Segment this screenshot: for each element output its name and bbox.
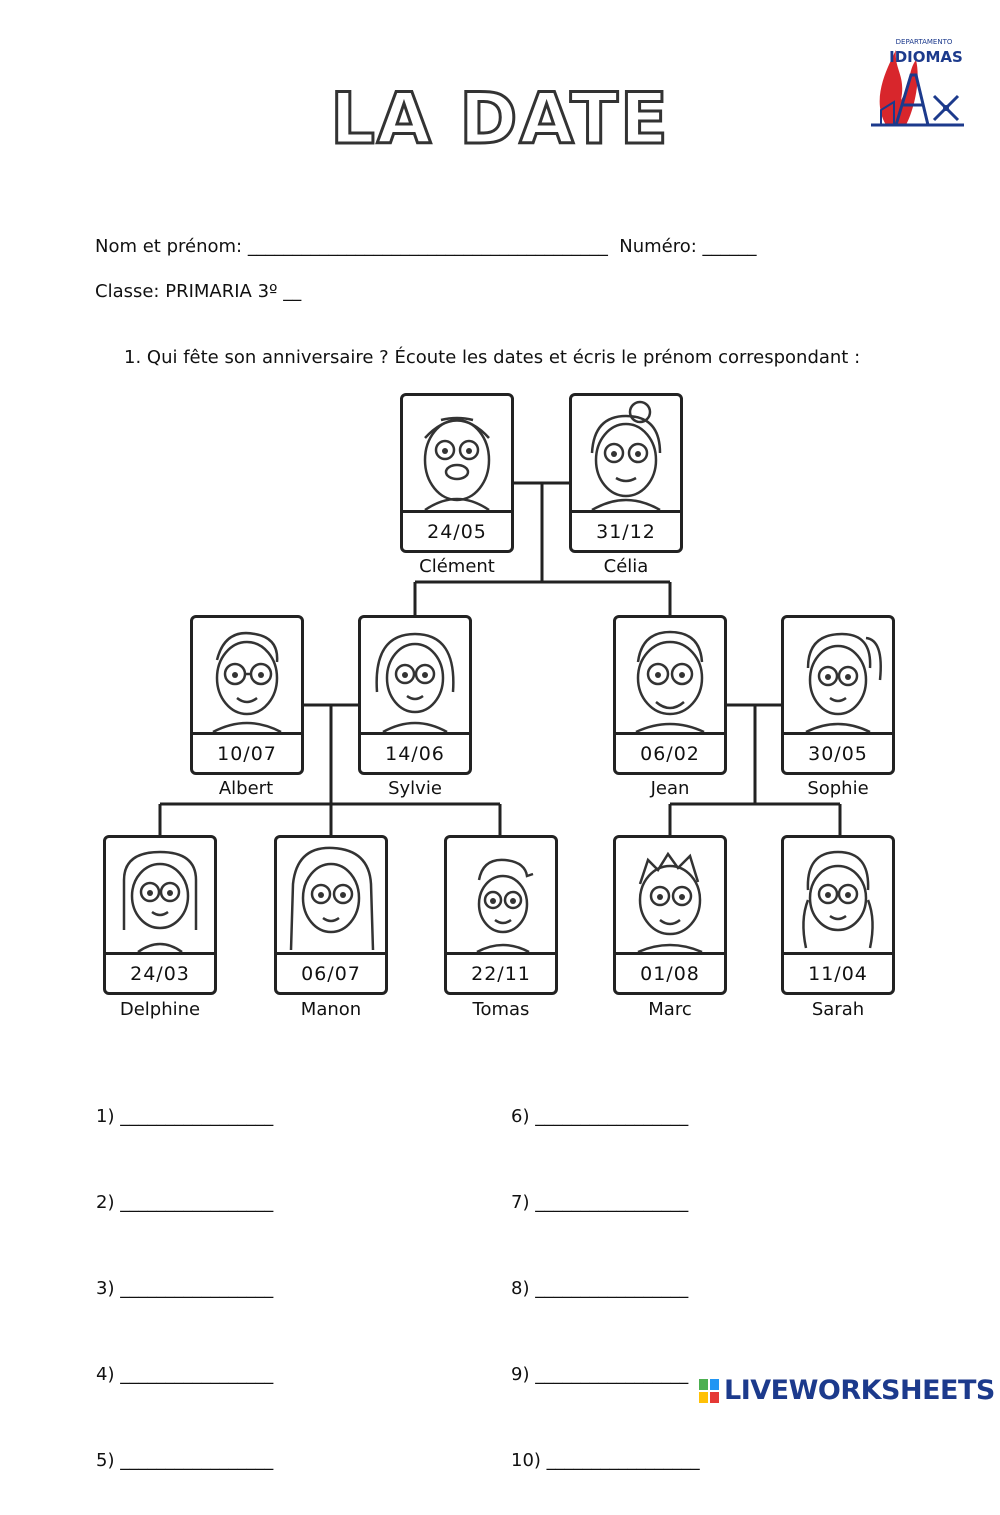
person-name: Sylvie <box>388 778 442 799</box>
answer-line[interactable]: 6) _________________ <box>511 1106 689 1127</box>
answer-line[interactable]: 3) _________________ <box>96 1278 274 1299</box>
logo-text-main: IDIOMAS <box>889 48 963 66</box>
family-card-albert <box>190 615 304 775</box>
worksheet-title: LA DATE <box>330 78 670 160</box>
answer-line[interactable]: 1) _________________ <box>96 1106 274 1127</box>
family-card-manon <box>274 835 388 995</box>
birthday-date: 11/04 <box>784 952 892 992</box>
family-card-sarah <box>781 835 895 995</box>
answer-line[interactable]: 10) _________________ <box>511 1450 700 1471</box>
bearded-man-portrait-icon <box>618 620 722 732</box>
birthday-date: 22/11 <box>447 952 555 992</box>
answers-left-column <box>96 1064 273 1515</box>
birthday-date: 10/07 <box>193 732 301 772</box>
person-name: Sophie <box>807 778 869 799</box>
birthday-date: 24/03 <box>106 952 214 992</box>
grandmother-portrait-icon <box>574 398 678 510</box>
answer-line[interactable]: 9) _________________ <box>511 1364 689 1385</box>
birthday-date: 01/08 <box>616 952 724 992</box>
man-portrait-icon <box>195 620 299 732</box>
person-name: Manon <box>300 999 362 1020</box>
birthday-date: 06/02 <box>616 732 724 772</box>
answers-right-column <box>511 1064 700 1515</box>
family-card-clement <box>400 393 514 553</box>
answer-line[interactable]: 2) _________________ <box>96 1192 274 1213</box>
person-name: Delphine <box>119 999 201 1020</box>
answer-line[interactable]: 4) _________________ <box>96 1364 274 1385</box>
answer-line[interactable]: 8) _________________ <box>511 1278 689 1299</box>
boy-cap-portrait-icon <box>449 840 553 952</box>
answer-line[interactable]: 5) _________________ <box>96 1450 274 1471</box>
family-card-sylvie <box>358 615 472 775</box>
girl-braids-portrait-icon <box>786 840 890 952</box>
birthday-date: 06/07 <box>277 952 385 992</box>
woman-ponytail-portrait-icon <box>786 620 890 732</box>
birthday-date: 14/06 <box>361 732 469 772</box>
boy-portrait-icon <box>618 840 722 952</box>
person-name: Célia <box>603 556 649 577</box>
person-name: Marc <box>648 999 692 1020</box>
family-card-sophie <box>781 615 895 775</box>
girl-long-hair-portrait-icon <box>279 840 383 952</box>
person-name: Clément <box>419 556 495 577</box>
family-card-tomas <box>444 835 558 995</box>
person-name: Tomas <box>472 999 530 1020</box>
family-card-marc <box>613 835 727 995</box>
logo-text-top: DEPARTAMENTO <box>895 38 953 46</box>
birthday-date: 30/05 <box>784 732 892 772</box>
family-card-celia <box>569 393 683 553</box>
family-card-jean <box>613 615 727 775</box>
person-name: Sarah <box>811 999 865 1020</box>
exercise-instruction: 1. Qui fête son anniversaire ? Écoute les dates et écris le prénom correspondant : <box>124 347 861 368</box>
person-name: Jean <box>650 778 690 799</box>
woman-portrait-icon <box>363 620 467 732</box>
class-field[interactable]: Classe: PRIMARIA 3º __ <box>95 281 302 302</box>
birthday-date: 24/05 <box>403 510 511 550</box>
person-name: Albert <box>218 778 274 799</box>
girl-portrait-icon <box>108 840 212 952</box>
family-card-delphine <box>103 835 217 995</box>
grandfather-portrait-icon <box>405 398 509 510</box>
liveworksheets-brand[interactable]: LIVEWORKSHEETS <box>724 1375 995 1406</box>
answer-line[interactable]: 7) _________________ <box>511 1192 689 1213</box>
liveworksheets-logo-icon <box>698 1378 720 1404</box>
birthday-date: 31/12 <box>572 510 680 550</box>
name-number-field[interactable]: Nom et prénom: ________________________________________ Numéro: ______ <box>95 236 757 257</box>
